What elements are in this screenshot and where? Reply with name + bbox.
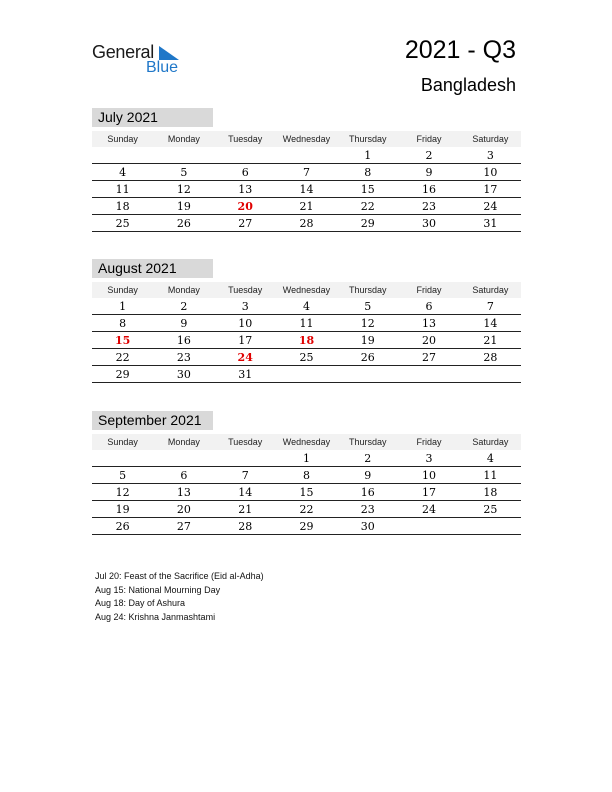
week-row: [92, 366, 521, 383]
weekday-label: Monday: [153, 131, 214, 147]
holiday-notes: [95, 570, 264, 624]
weekday-header-row: [92, 434, 521, 450]
day-cell: 8: [92, 315, 153, 332]
day-cell: 6: [398, 298, 459, 315]
page-title: 2021 - Q3: [404, 36, 516, 64]
day-cell: 23: [337, 501, 398, 518]
weekday-label: Thursday: [337, 131, 398, 147]
weekday-label: Wednesday: [276, 131, 337, 147]
week-row: [92, 164, 521, 181]
day-cell: 8: [276, 467, 337, 484]
empty-day-cell: [276, 366, 337, 383]
holiday-note: Jul 20: Feast of the Sacrifice (Eid al-Adha): [95, 571, 264, 581]
day-cell: 24: [398, 501, 459, 518]
weekday-header-row: [92, 282, 521, 298]
day-cell: 3: [398, 450, 459, 467]
logo-text-general: General: [92, 42, 154, 62]
day-cell: 28: [460, 349, 521, 366]
calendar-grid: [92, 434, 521, 535]
day-cell: 1: [337, 147, 398, 164]
empty-day-cell: [92, 147, 153, 164]
empty-day-cell: [153, 450, 214, 467]
day-cell: 11: [92, 181, 153, 198]
day-cell: 7: [276, 164, 337, 181]
holiday-note: Aug 18: Day of Ashura: [95, 598, 186, 608]
day-cell: 15: [276, 484, 337, 501]
day-cell: 25: [92, 215, 153, 232]
day-cell: 5: [92, 467, 153, 484]
week-row: [92, 298, 521, 315]
day-cell: 15: [92, 332, 153, 349]
day-cell: 4: [92, 164, 153, 181]
weekday-label: Thursday: [337, 282, 398, 298]
day-cell: 29: [337, 215, 398, 232]
month-july: [92, 108, 521, 232]
day-cell: 1: [276, 450, 337, 467]
weekday-label: Tuesday: [215, 434, 276, 450]
weekday-label: Saturday: [460, 282, 521, 298]
day-cell: 20: [153, 501, 214, 518]
day-cell: 8: [337, 164, 398, 181]
day-cell: 31: [460, 215, 521, 232]
day-cell: 19: [92, 501, 153, 518]
week-row: [92, 315, 521, 332]
day-cell: 13: [153, 484, 214, 501]
calendar-grid: [92, 282, 521, 383]
day-cell: 7: [460, 298, 521, 315]
day-cell: 20: [398, 332, 459, 349]
day-cell: 22: [92, 349, 153, 366]
day-cell: 10: [460, 164, 521, 181]
day-cell: 20: [215, 198, 276, 215]
day-cell: 18: [460, 484, 521, 501]
empty-day-cell: [92, 450, 153, 467]
month-title: July 2021: [92, 108, 213, 127]
day-cell: 1: [92, 298, 153, 315]
day-cell: 25: [276, 349, 337, 366]
month-september: [92, 411, 521, 535]
week-row: [92, 332, 521, 349]
empty-day-cell: [460, 518, 521, 535]
day-cell: 21: [276, 198, 337, 215]
day-cell: 19: [153, 198, 214, 215]
day-cell: 4: [460, 450, 521, 467]
day-cell: 16: [337, 484, 398, 501]
day-cell: 19: [337, 332, 398, 349]
empty-day-cell: [460, 366, 521, 383]
weekday-label: Friday: [398, 131, 459, 147]
day-cell: 2: [337, 450, 398, 467]
day-cell: 31: [215, 366, 276, 383]
empty-day-cell: [398, 366, 459, 383]
day-cell: 9: [398, 164, 459, 181]
weekday-label: Saturday: [460, 131, 521, 147]
day-cell: 22: [276, 501, 337, 518]
day-cell: 13: [215, 181, 276, 198]
day-cell: 25: [460, 501, 521, 518]
country-name: Bangladesh: [420, 75, 516, 95]
weekday-label: Wednesday: [276, 282, 337, 298]
day-cell: 22: [337, 198, 398, 215]
weekday-label: Wednesday: [276, 434, 337, 450]
day-cell: 7: [215, 467, 276, 484]
week-row: [92, 215, 521, 232]
day-cell: 21: [460, 332, 521, 349]
month-august: [92, 259, 521, 383]
day-cell: 3: [215, 298, 276, 315]
day-cell: 28: [276, 215, 337, 232]
logo-triangle-icon: [159, 46, 179, 60]
weekday-label: Tuesday: [215, 282, 276, 298]
day-cell: 14: [215, 484, 276, 501]
week-row: [92, 349, 521, 366]
holiday-note: Aug 15: National Mourning Day: [95, 584, 221, 595]
day-cell: 17: [460, 181, 521, 198]
week-row: [92, 198, 521, 215]
month-title: September 2021: [92, 411, 213, 430]
day-cell: 12: [337, 315, 398, 332]
empty-day-cell: [215, 147, 276, 164]
day-cell: 14: [276, 181, 337, 198]
calendar-grid: [92, 131, 521, 232]
weekday-header-row: [92, 131, 521, 147]
day-cell: 2: [153, 298, 214, 315]
month-title: August 2021: [92, 259, 213, 278]
day-cell: 11: [276, 315, 337, 332]
weekday-label: Sunday: [92, 131, 153, 147]
day-cell: 28: [215, 518, 276, 535]
day-cell: 24: [215, 349, 276, 366]
weekday-label: Monday: [153, 282, 214, 298]
week-row: [92, 518, 521, 535]
empty-day-cell: [215, 450, 276, 467]
day-cell: 10: [215, 315, 276, 332]
holiday-note: Aug 24: Krishna Janmashtami: [95, 611, 216, 622]
day-cell: 10: [398, 467, 459, 484]
day-cell: 16: [398, 181, 459, 198]
day-cell: 29: [92, 366, 153, 383]
day-cell: 9: [153, 315, 214, 332]
week-row: [92, 147, 521, 164]
day-cell: 27: [215, 215, 276, 232]
weekday-label: Thursday: [337, 434, 398, 450]
weekday-label: Monday: [153, 434, 214, 450]
day-cell: 26: [153, 215, 214, 232]
day-cell: 24: [460, 198, 521, 215]
day-cell: 30: [153, 366, 214, 383]
day-cell: 27: [398, 349, 459, 366]
day-cell: 3: [460, 147, 521, 164]
day-cell: 9: [337, 467, 398, 484]
empty-day-cell: [398, 518, 459, 535]
day-cell: 6: [215, 164, 276, 181]
brand-logo: [92, 42, 192, 82]
logo-text-blue: Blue: [146, 59, 179, 76]
empty-day-cell: [337, 366, 398, 383]
day-cell: 29: [276, 518, 337, 535]
day-cell: 16: [153, 332, 214, 349]
day-cell: 23: [398, 198, 459, 215]
day-cell: 15: [337, 181, 398, 198]
day-cell: 18: [276, 332, 337, 349]
day-cell: 6: [153, 467, 214, 484]
day-cell: 17: [398, 484, 459, 501]
day-cell: 18: [92, 198, 153, 215]
weekday-label: Sunday: [92, 282, 153, 298]
day-cell: 11: [460, 467, 521, 484]
day-cell: 14: [460, 315, 521, 332]
week-row: [92, 450, 521, 467]
day-cell: 27: [153, 518, 214, 535]
week-row: [92, 484, 521, 501]
day-cell: 26: [337, 349, 398, 366]
day-cell: 26: [92, 518, 153, 535]
day-cell: 4: [276, 298, 337, 315]
day-cell: 21: [215, 501, 276, 518]
week-row: [92, 501, 521, 518]
weekday-label: Sunday: [92, 434, 153, 450]
day-cell: 13: [398, 315, 459, 332]
day-cell: 30: [337, 518, 398, 535]
weekday-label: Tuesday: [215, 131, 276, 147]
day-cell: 5: [337, 298, 398, 315]
day-cell: 17: [215, 332, 276, 349]
weekday-label: Friday: [398, 434, 459, 450]
week-row: [92, 467, 521, 484]
weekday-label: Saturday: [460, 434, 521, 450]
day-cell: 30: [398, 215, 459, 232]
day-cell: 12: [92, 484, 153, 501]
day-cell: 23: [153, 349, 214, 366]
day-cell: 12: [153, 181, 214, 198]
day-cell: 2: [398, 147, 459, 164]
week-row: [92, 181, 521, 198]
empty-day-cell: [153, 147, 214, 164]
empty-day-cell: [276, 147, 337, 164]
day-cell: 5: [153, 164, 214, 181]
weekday-label: Friday: [398, 282, 459, 298]
